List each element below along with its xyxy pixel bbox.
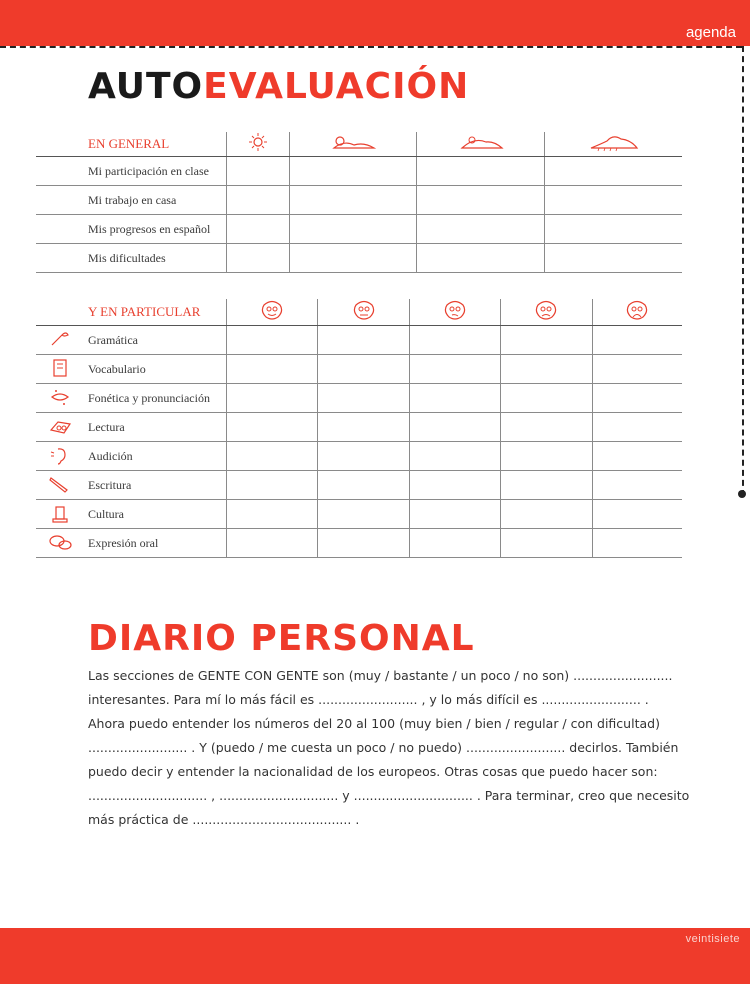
rating-cell[interactable] <box>227 244 290 273</box>
autoevaluacion-title: AUTOEVALUACIÓN <box>88 66 470 107</box>
rating-cell[interactable] <box>318 471 409 500</box>
rating-cell[interactable] <box>409 442 500 471</box>
rating-cell[interactable] <box>318 442 409 471</box>
rating-cell[interactable] <box>318 413 409 442</box>
rating-cell[interactable] <box>501 355 592 384</box>
rating-cell[interactable] <box>417 186 545 215</box>
rating-cell[interactable] <box>501 529 592 558</box>
particular-row <box>36 355 227 384</box>
particular-row-label: Audición <box>88 448 133 463</box>
rating-cell[interactable] <box>409 384 500 413</box>
rating-cell[interactable] <box>545 157 682 186</box>
diario-title: DIARIO PERSONAL <box>88 618 475 659</box>
rating-cell[interactable] <box>227 355 318 384</box>
general-table <box>36 132 682 273</box>
reading-glasses-icon <box>40 416 80 442</box>
particular-row-label: Vocabulario <box>88 361 146 376</box>
rating-cell[interactable] <box>592 326 682 355</box>
monument-icon <box>40 503 80 529</box>
rating-cell[interactable] <box>501 471 592 500</box>
rating-cell[interactable] <box>592 442 682 471</box>
rating-cell[interactable] <box>227 529 318 558</box>
rating-cell[interactable] <box>318 529 409 558</box>
rating-cell[interactable] <box>545 215 682 244</box>
cut-line <box>0 46 742 48</box>
particular-row <box>36 442 227 471</box>
rating-cell[interactable] <box>227 500 318 529</box>
rating-cell[interactable] <box>417 244 545 273</box>
rating-cell[interactable] <box>592 384 682 413</box>
face-icon-2 <box>318 299 409 326</box>
particular-row <box>36 471 227 500</box>
rating-cell[interactable] <box>409 326 500 355</box>
rating-cell[interactable] <box>227 186 290 215</box>
rating-cell[interactable] <box>289 215 417 244</box>
rating-cell[interactable] <box>501 413 592 442</box>
particular-row-label: Escritura <box>88 477 132 492</box>
partly-cloudy-icon <box>417 132 545 157</box>
rating-cell[interactable] <box>227 215 290 244</box>
rating-cell[interactable] <box>289 244 417 273</box>
rating-cell[interactable] <box>501 442 592 471</box>
rating-cell[interactable] <box>409 471 500 500</box>
rating-cell[interactable] <box>318 384 409 413</box>
book-icon <box>40 358 80 384</box>
rating-cell[interactable] <box>227 442 318 471</box>
rating-cell[interactable] <box>501 500 592 529</box>
particular-row-label: Expresión oral <box>88 535 159 550</box>
rating-cell[interactable] <box>318 326 409 355</box>
face-icon-4 <box>501 299 592 326</box>
diario-line: puedo decir y entender la nacionalidad de los europeos. Otras cosas que puedo hacer son: <box>88 764 658 779</box>
rating-cell[interactable] <box>417 157 545 186</box>
sun-cloud-icon <box>289 132 417 157</box>
diario-line: Las secciones de GENTE CON GENTE son (muy / bastante / un poco / no son) ......................... <box>88 668 673 683</box>
particular-row-label: Cultura <box>88 506 124 521</box>
rating-cell[interactable] <box>592 529 682 558</box>
diario-text <box>88 664 690 832</box>
general-row: Mis dificultades <box>36 244 227 273</box>
mouth-icon <box>40 387 80 413</box>
rating-cell[interactable] <box>227 471 318 500</box>
general-heading: EN GENERAL <box>36 132 227 157</box>
particular-table <box>36 299 682 558</box>
rating-cell[interactable] <box>501 326 592 355</box>
section-tag: agenda <box>685 24 736 41</box>
diario-line: .............................. , .............................. y .............................. . Para terminar, creo que necesito <box>88 788 690 803</box>
rating-cell[interactable] <box>545 186 682 215</box>
rating-cell[interactable] <box>409 413 500 442</box>
ear-icon <box>40 445 80 471</box>
rating-cell[interactable] <box>289 157 417 186</box>
rating-cell[interactable] <box>592 413 682 442</box>
rating-cell[interactable] <box>417 215 545 244</box>
rating-cell[interactable] <box>227 413 318 442</box>
particular-row <box>36 384 227 413</box>
particular-row <box>36 326 227 355</box>
particular-row-label: Fonética y pronunciación <box>88 390 210 405</box>
rating-cell[interactable] <box>318 355 409 384</box>
rating-cell[interactable] <box>409 529 500 558</box>
particular-row <box>36 529 227 558</box>
speech-bubbles-icon <box>40 532 80 558</box>
general-row: Mi participación en clase <box>36 157 227 186</box>
rating-cell[interactable] <box>289 186 417 215</box>
rating-cell[interactable] <box>592 500 682 529</box>
face-icon-5 <box>592 299 682 326</box>
particular-row-label: Gramática <box>88 332 138 347</box>
diario-line: ......................... . Y (puedo / me cuesta un poco / no puedo) ......................... decirlos. También <box>88 740 679 755</box>
rating-cell[interactable] <box>592 355 682 384</box>
rating-cell[interactable] <box>501 384 592 413</box>
particular-row <box>36 500 227 529</box>
rating-cell[interactable] <box>318 500 409 529</box>
top-banner <box>0 0 750 46</box>
rating-cell[interactable] <box>592 471 682 500</box>
diario-line: Ahora puedo entender los números del 20 al 100 (muy bien / bien / regular / con dificultad) <box>88 716 660 731</box>
particular-heading: Y EN PARTICULAR <box>36 299 227 326</box>
face-icon-3 <box>409 299 500 326</box>
rating-cell[interactable] <box>409 355 500 384</box>
rating-cell[interactable] <box>409 500 500 529</box>
diario-line: interesantes. Para mí lo más fácil es ......................... , y lo más difícil es ......................... . <box>88 692 649 707</box>
cloud-icon <box>545 132 682 157</box>
cut-line-vertical <box>742 46 744 496</box>
rating-cell[interactable] <box>545 244 682 273</box>
particular-row-label: Lectura <box>88 419 125 434</box>
rating-cell[interactable] <box>227 384 318 413</box>
rating-cell[interactable] <box>227 326 318 355</box>
page-number: veintisiete <box>685 933 740 945</box>
bottom-banner <box>0 928 750 984</box>
sun-icon <box>227 132 290 157</box>
general-row: Mi trabajo en casa <box>36 186 227 215</box>
pencil-icon <box>40 474 80 500</box>
wrench-icon <box>40 329 80 355</box>
diario-line: más práctica de ........................................ . <box>88 812 360 827</box>
particular-row <box>36 413 227 442</box>
cut-dot <box>738 490 746 498</box>
rating-cell[interactable] <box>227 157 290 186</box>
face-icon-1 <box>227 299 318 326</box>
general-row: Mis progresos en español <box>36 215 227 244</box>
